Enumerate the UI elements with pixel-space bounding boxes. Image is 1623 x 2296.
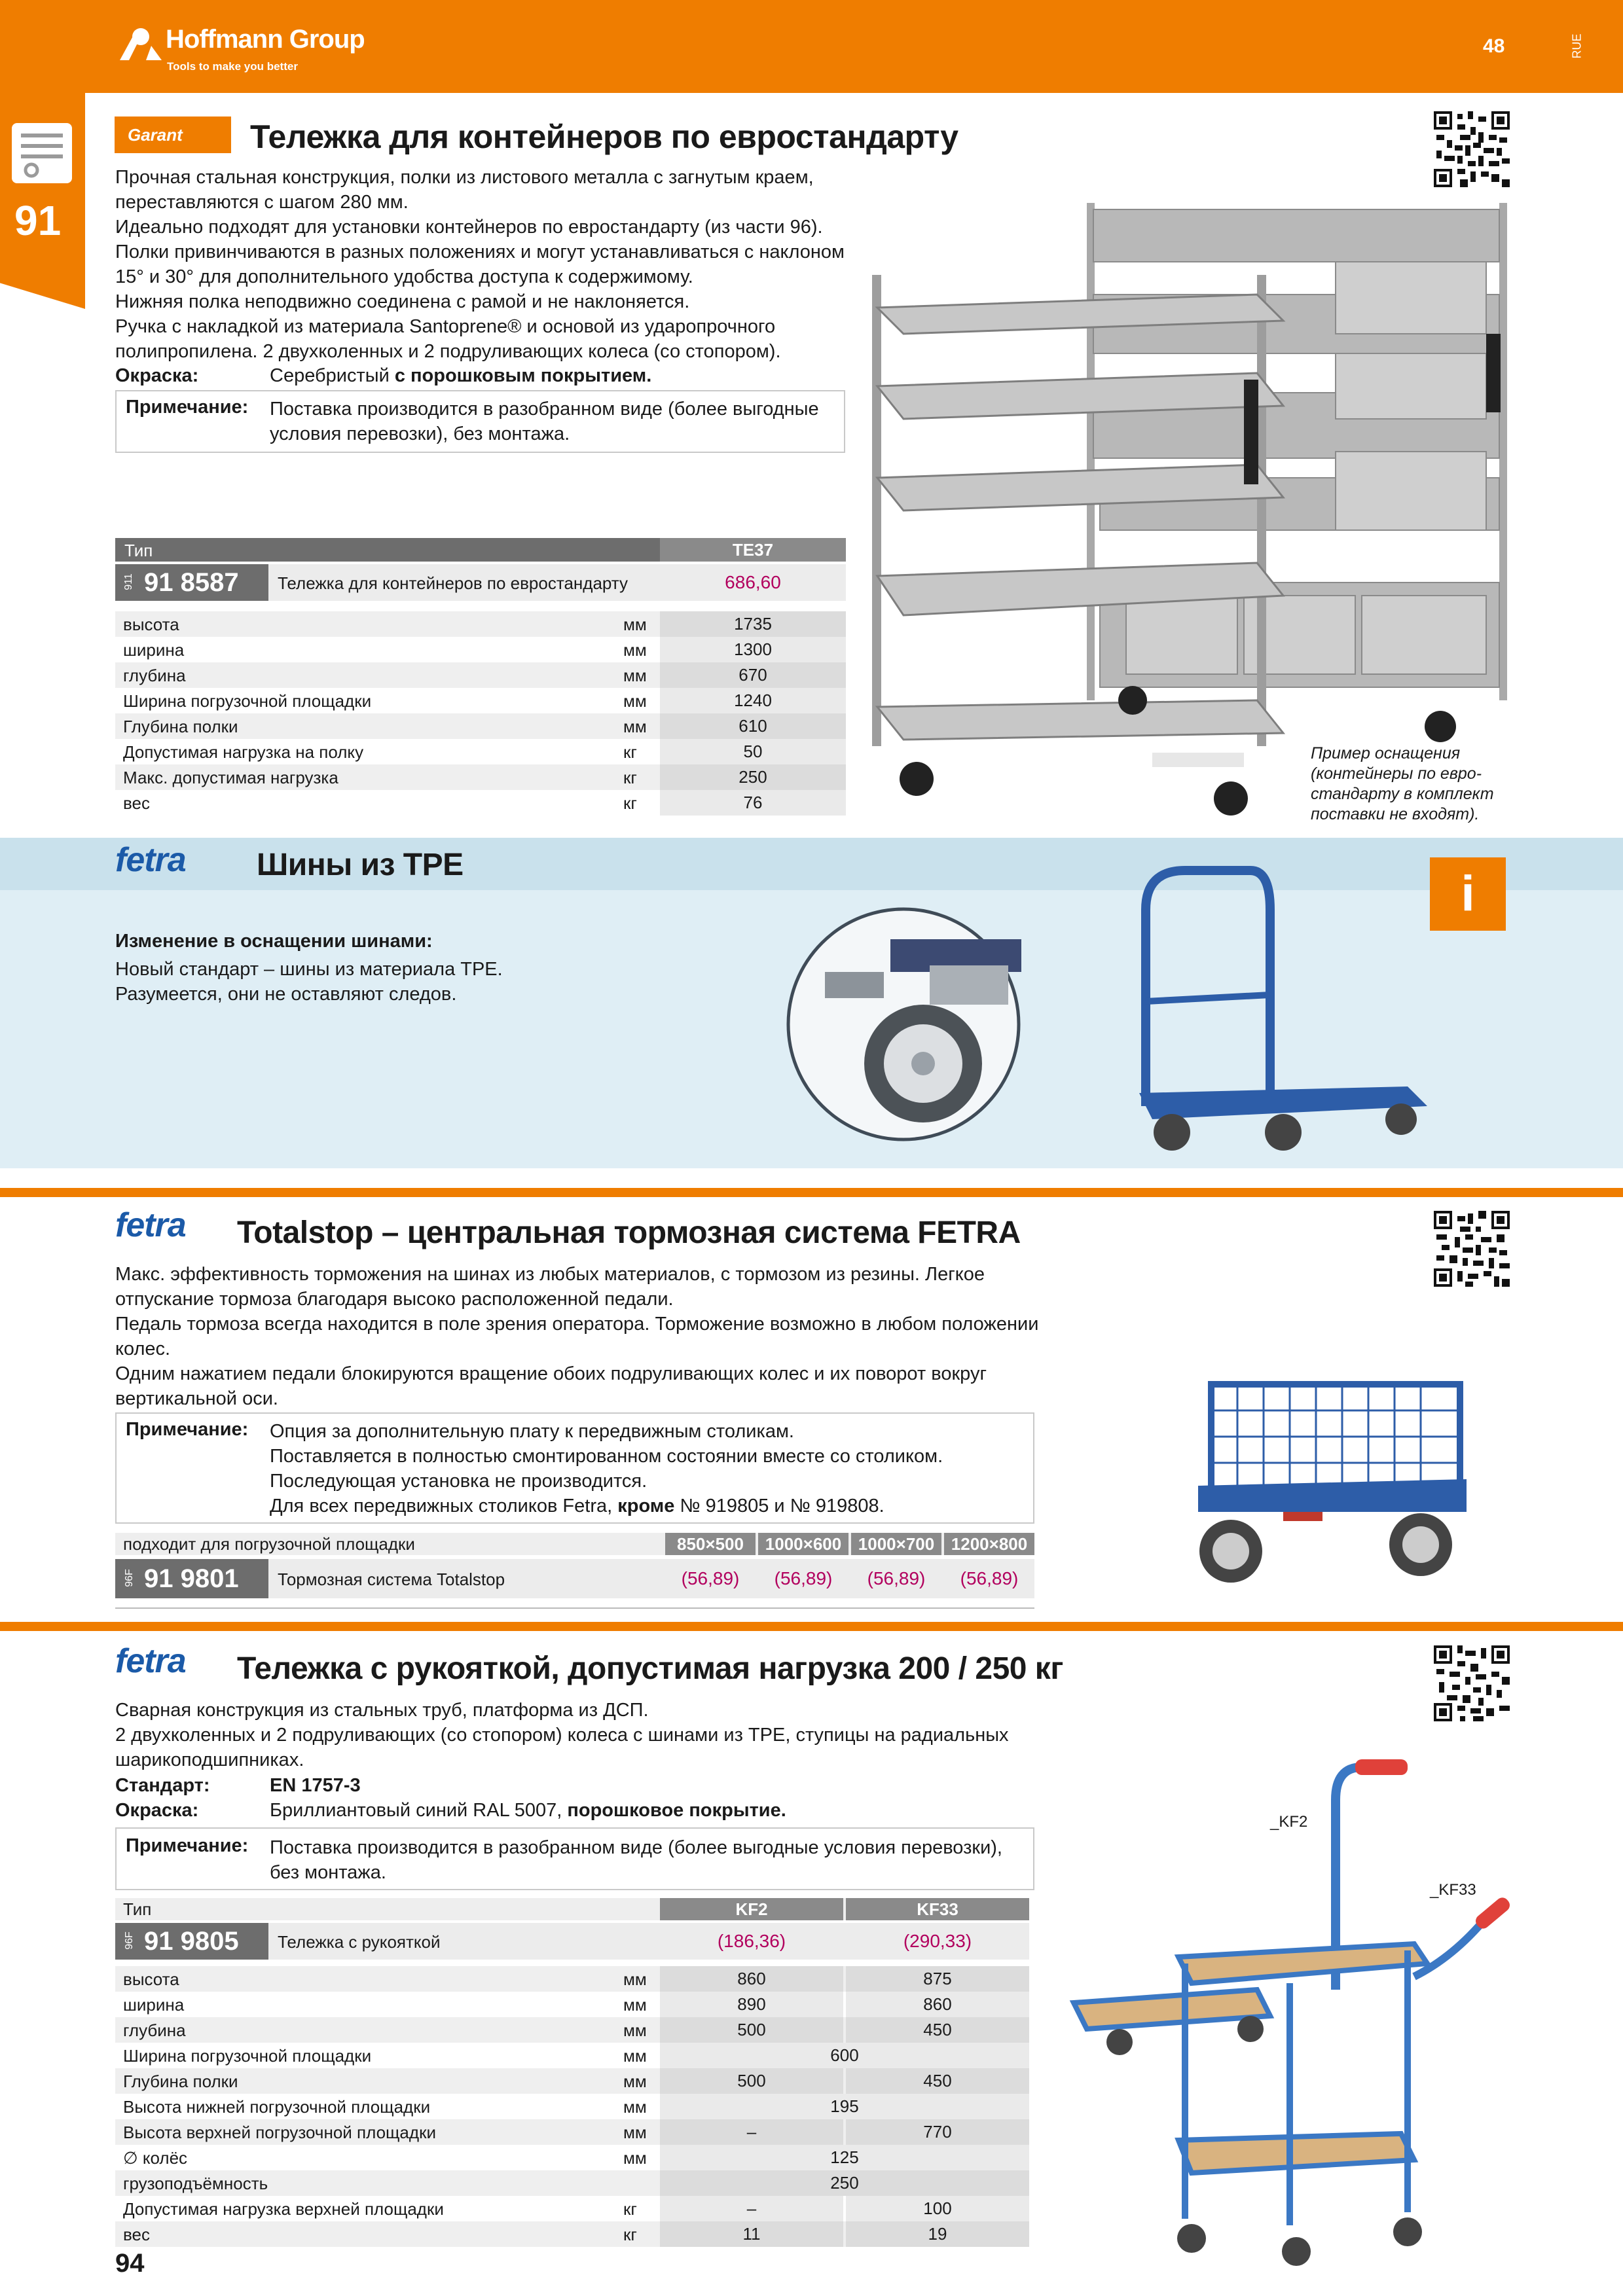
qr-code-1 xyxy=(1434,111,1510,187)
spec-row xyxy=(115,1992,1029,2017)
section1-note-text: Поставка производится в разобранном виде (более выгодные условия перевозки), без монтажа. xyxy=(270,399,819,444)
page-number: 94 xyxy=(115,2249,145,2278)
sku-prefix-3: 96F xyxy=(123,1569,135,1587)
section1-color-b: с порошковым покрытием. xyxy=(394,365,652,386)
section4-color-label: Окраска: xyxy=(115,1800,199,1821)
spec-value: 76 xyxy=(660,790,846,816)
fetra-logo-2: fetra xyxy=(115,841,186,879)
spec-unit: кг xyxy=(623,2199,637,2219)
sku-number-4: 91 9805 xyxy=(144,1927,239,1956)
spec-unit: мм xyxy=(623,2020,647,2040)
spec-name: высота xyxy=(123,1969,179,1989)
spec-value-kf2: – xyxy=(660,2196,843,2221)
note-line-4a: Для всех передвижных столиков Fetra, xyxy=(270,1496,618,1516)
section2-subtitle: Изменение в оснащении шинами: xyxy=(115,931,433,952)
spec-row xyxy=(115,790,846,816)
section4-table xyxy=(115,1898,1029,2244)
note-line-3: Последующая установка не производится. xyxy=(270,1471,647,1492)
spec-row xyxy=(115,2170,1029,2196)
spec-value: 50 xyxy=(660,739,846,764)
spec-unit: мм xyxy=(623,691,647,711)
company-name: Hoffmann Group xyxy=(166,25,365,54)
spec-value-kf2: 860 xyxy=(660,1966,843,1992)
hoffmann-logo xyxy=(115,18,390,77)
container-cart-image xyxy=(864,190,1512,831)
spec-unit: кг xyxy=(623,768,637,787)
spec-unit: кг xyxy=(623,742,637,762)
spec-name: Ширина погрузочной площадки xyxy=(123,2046,372,2066)
spec-unit: кг xyxy=(623,2225,637,2244)
spec-unit: мм xyxy=(623,2123,647,2142)
spec-value: 250 xyxy=(660,764,846,790)
spec-unit: мм xyxy=(623,1995,647,2015)
chapter-number: 91 xyxy=(14,197,62,244)
spec-value: 670 xyxy=(660,662,846,688)
spec-row xyxy=(115,637,846,662)
info-icon-glyph: i xyxy=(1461,866,1475,922)
note-line-4 xyxy=(270,1494,943,1518)
spec-name: глубина xyxy=(123,666,186,685)
section4-description: Сварная конструкция из стальных труб, платформа из ДСП. 2 двухколенных и 2 подруливающих (со стопором) колеса с шинами из TPE, ступицы на радиальных шарикоподшипниках. xyxy=(115,1700,1009,1770)
spec-name: ∅ колёс xyxy=(123,2148,188,2168)
spec-value: 1735 xyxy=(660,611,846,637)
section3-description: Макс. эффективность торможения на шинах из любых материалов, с тормозом из резины. Легкое отпускание тормоза благодаря высоко расположенной педали. Педаль тормоза всегда находится в поле зрения оператора. Торможение возможно в любом положении колес. Одним нажатием педали блокируются вращение обоих подруливающих колес и их поворот вокруг вертикальной оси. xyxy=(115,1264,1039,1409)
spec-row xyxy=(115,2043,1029,2068)
spec-name: вес xyxy=(123,2225,150,2244)
price-kf2: (186,36) xyxy=(717,1931,786,1951)
section2-text: Новый стандарт – шины из материала TPE. Разумеется, они не оставляют следов. xyxy=(115,959,503,1005)
spec-row xyxy=(115,739,846,764)
company-tagline: Tools to make you better xyxy=(167,60,298,73)
section3-title: Totalstop – центральная тормозная система FETRA xyxy=(237,1215,1021,1250)
fetra-logo-4: fetra xyxy=(115,1642,186,1680)
fetra-logo-3: fetra xyxy=(115,1206,186,1244)
spec-value: 1300 xyxy=(660,637,846,662)
spec-name: Макс. допустимая нагрузка xyxy=(123,768,338,787)
sku-prefix: 911 xyxy=(122,573,134,590)
spec-unit: мм xyxy=(623,1969,647,1989)
section3-note-text xyxy=(270,1419,943,1518)
type-label: Тип xyxy=(124,541,153,560)
section2-title: Шины из TPE xyxy=(257,848,464,882)
spec-row xyxy=(115,2068,1029,2094)
section4-color-a: Бриллиантовый синий RAL 5007, xyxy=(270,1800,568,1821)
spec-value-kf33: 100 xyxy=(846,2196,1029,2221)
spec-value: 1240 xyxy=(660,688,846,713)
section1-note-label: Примечание: xyxy=(126,397,249,418)
spec-value-kf2: 500 xyxy=(660,2017,843,2043)
section1-color-value xyxy=(270,365,651,387)
standard-value: EN 1757-3 xyxy=(270,1775,361,1796)
col-kf33: KF33 xyxy=(846,1898,1029,1920)
product-name: Тележка для контейнеров по евростандарту xyxy=(278,573,628,593)
fits-label: подходит для погрузочной площадки xyxy=(123,1534,415,1554)
spec-unit: мм xyxy=(623,615,647,634)
garant-logo xyxy=(115,117,231,153)
totalstop-trolley-image xyxy=(1192,1381,1467,1597)
spec-value-kf2: 890 xyxy=(660,1992,843,2017)
price-kf33: (290,33) xyxy=(903,1931,972,1951)
spec-name: Допустимая нагрузка верхней площадки xyxy=(123,2199,444,2219)
spec-row xyxy=(115,2196,1029,2221)
spec-unit: мм xyxy=(623,640,647,660)
col-1200x800: 1200×800 xyxy=(944,1533,1034,1555)
label-kf2: _KF2 xyxy=(1270,1813,1308,1831)
spec-unit: мм xyxy=(623,666,647,685)
spec-name: Ширина погрузочной площадки xyxy=(123,691,372,711)
price-850x500: (56,89) xyxy=(681,1568,740,1588)
note-line-2: Поставляется в полностью смонтированном состоянии вместе со столиком. xyxy=(270,1446,943,1467)
spec-name: Глубина полки xyxy=(123,717,238,736)
spec-name: Допустимая нагрузка на полку xyxy=(123,742,364,762)
section1-color-a: Серебристый xyxy=(270,365,395,386)
spec-row xyxy=(115,2221,1029,2247)
tpe-wheel-image xyxy=(786,906,1021,1142)
spec-value-kf33: 450 xyxy=(846,2017,1029,2043)
spec-rows-4 xyxy=(115,1966,1029,2247)
spec-name: вес xyxy=(123,793,150,813)
page-ref: 48 xyxy=(1483,35,1505,57)
spec-name: ширина xyxy=(123,640,185,660)
info-icon xyxy=(1430,857,1506,931)
hoffmann-logo-icon xyxy=(115,22,167,62)
section1-title: Тележка для контейнеров по евростандарту xyxy=(250,118,958,155)
product-name-3: Тормозная система Totalstop xyxy=(278,1570,505,1589)
spec-value-merged: 195 xyxy=(660,2094,1029,2119)
qr-code-3 xyxy=(1434,1645,1510,1721)
section4-color-b: порошковое покрытие. xyxy=(567,1800,786,1821)
section1-description: Прочная стальная конструкция, полки из листового металла с загнутым краем, переставляются с шагом 280 мм. Идеально подходят для установки контейнеров по евростандарту (из части 96). Полки привинчиваются в разных положениях и могут устанавливаться с наклоном 15° и 30° для дополнительного удобства доступа к содержимому. Нижняя полка неподвижно соединена с рамой и не наклоняется. Ручка с накладкой из материала Santoprene® и основой из ударопрочного полипропилена. 2 двухколенных и 2 подруливающих колеса (со стопором). xyxy=(115,167,845,362)
image-caption: Пример оснащения (контейнеры по евро- стандарту в комплект поставки не входят). xyxy=(1311,744,1494,823)
spec-unit: мм xyxy=(623,2097,647,2117)
spec-value-kf33: 875 xyxy=(846,1966,1029,1992)
section3-note-label: Примечание: xyxy=(126,1419,249,1440)
cart-chapter-icon xyxy=(12,123,72,183)
spec-row xyxy=(115,2119,1029,2145)
spec-row xyxy=(115,2145,1029,2170)
price-1000x600: (56,89) xyxy=(774,1568,833,1588)
spec-row xyxy=(115,713,846,739)
spec-value-kf2: – xyxy=(660,2119,843,2145)
price-1000x700: (56,89) xyxy=(867,1568,926,1588)
spec-row xyxy=(115,2094,1029,2119)
section4-note-label: Примечание: xyxy=(126,1835,249,1856)
separator-1 xyxy=(0,1188,1623,1197)
spec-unit: мм xyxy=(623,2072,647,2091)
spec-value-kf33: 19 xyxy=(846,2221,1029,2247)
col-1000x700: 1000×700 xyxy=(851,1533,941,1555)
table-bottom-line xyxy=(115,1607,1034,1609)
note-line-1: Опция за дополнительную плату к передвижным столикам. xyxy=(270,1421,794,1442)
spec-value-merged: 125 xyxy=(660,2145,1029,2170)
spec-rows xyxy=(115,611,846,816)
spec-row xyxy=(115,688,846,713)
spec-name: грузоподъёмность xyxy=(123,2174,268,2193)
spec-row xyxy=(115,2017,1029,2043)
spec-value-kf33: 860 xyxy=(846,1992,1029,2017)
note-line-4c: № 919805 и № 919808. xyxy=(674,1496,884,1516)
spec-value-kf2: 500 xyxy=(660,2068,843,2094)
spec-value-merged: 600 xyxy=(660,2043,1029,2068)
spec-value-merged: 250 xyxy=(660,2170,1029,2196)
section4-note-text: Поставка производится в разобранном виде (более выгодные условия перевозки), без монтажа. xyxy=(270,1837,1002,1883)
section4-title: Тележка с рукояткой, допустимая нагрузка 200 / 250 кг xyxy=(237,1651,1063,1686)
spec-name: высота xyxy=(123,615,179,634)
sku-number-3: 91 9801 xyxy=(144,1564,239,1593)
spec-row xyxy=(115,1966,1029,1992)
spec-row xyxy=(115,662,846,688)
product-name-4: Тележка с рукояткой xyxy=(278,1932,441,1952)
standard-label: Стандарт: xyxy=(115,1775,210,1796)
spec-row xyxy=(115,611,846,637)
section3-table xyxy=(115,1533,1034,1611)
spec-row xyxy=(115,764,846,790)
spec-value: 610 xyxy=(660,713,846,739)
price-te37: 686,60 xyxy=(725,572,781,592)
spec-value-kf33: 770 xyxy=(846,2119,1029,2145)
price-1200x800: (56,89) xyxy=(960,1568,1019,1588)
spec-name: ширина xyxy=(123,1995,185,2015)
label-kf33: _KF33 xyxy=(1430,1881,1476,1899)
platform-trolley-image xyxy=(1126,851,1434,1158)
spec-name: Высота нижней погрузочной площадки xyxy=(123,2097,431,2117)
separator-2 xyxy=(0,1622,1623,1631)
note-line-4b: кроме xyxy=(617,1496,675,1516)
spec-unit: кг xyxy=(623,793,637,813)
spec-value-kf33: 450 xyxy=(846,2068,1029,2094)
spec-name: Высота верхней погрузочной площадки xyxy=(123,2123,436,2142)
section4-color-value xyxy=(270,1800,786,1821)
col-kf2: KF2 xyxy=(660,1898,843,1920)
spec-name: глубина xyxy=(123,2020,186,2040)
col-te37: TE37 xyxy=(660,538,846,562)
section1-table xyxy=(115,538,846,816)
spec-unit: мм xyxy=(623,717,647,736)
spec-unit: мм xyxy=(623,2148,647,2168)
section1-color-label: Окраска: xyxy=(115,365,199,386)
spec-name: Глубина полки xyxy=(123,2072,238,2091)
col-850x500: 850×500 xyxy=(665,1533,756,1555)
sku-number: 91 8587 xyxy=(144,568,239,597)
type-label-4: Тип xyxy=(123,1899,152,1919)
lang-code: RUE xyxy=(1570,33,1584,59)
spec-unit: мм xyxy=(623,2046,647,2066)
col-1000x600: 1000×600 xyxy=(758,1533,848,1555)
qr-code-2 xyxy=(1434,1211,1510,1287)
sku-prefix-4: 96F xyxy=(123,1931,135,1950)
spec-value-kf2: 11 xyxy=(660,2221,843,2247)
garant-logo-text: Garant xyxy=(128,125,183,145)
